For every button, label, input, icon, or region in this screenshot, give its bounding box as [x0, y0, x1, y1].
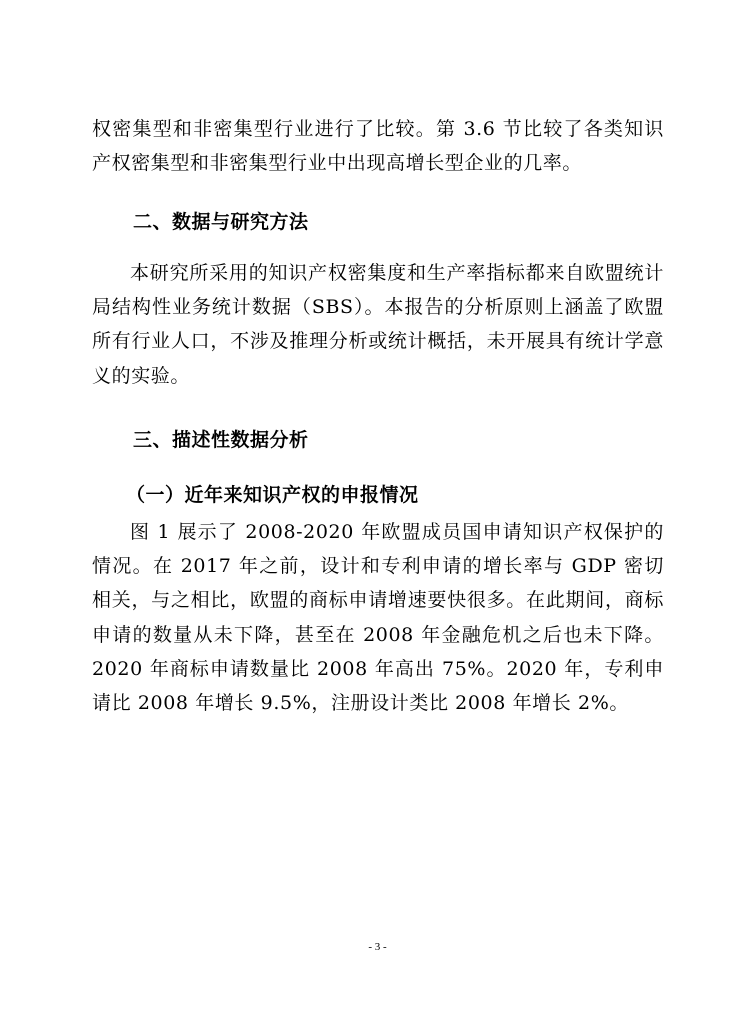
intro-paragraph: 权密集型和非密集型行业进行了比较。第 3.6 节比较了各类知识产权密集型和非密集型行业中出现高增长型企业的几率。: [92, 118, 664, 175]
subsection-1-heading: （一）近年来知识产权的申报情况: [126, 484, 419, 506]
page-number: - 3 -: [368, 941, 387, 953]
section-2-heading: 二、数据与研究方法: [133, 211, 309, 233]
data-method-paragraph: 本研究所采用的知识产权密集度和生产率指标都来自欧盟统计局结构性业务统计数据（SBS）。本报告的分析原则上涵盖了欧盟所有行业人口，不涉及推理分析或统计概括，未开展具有统计学意义的实验。: [92, 262, 664, 387]
ip-filings-paragraph: 图 1 展示了 2008-2020 年欧盟成员国申请知识产权保护的情况。在 2017 年之前，设计和专利申请的增长率与 GDP 密切相关，与之相比，欧盟的商标申请增速要快很多。在此期间，商标申请的数量从未下降，甚至在 2008 年金融危机之后也未下降。2020 年商标申请数量比 2008 年高出 75%。2020 年，专利申请比 2008 年增长 9.5%，注册设计类比 2008 年增长 2%。: [92, 521, 664, 715]
section-3-heading: 三、描述性数据分析: [133, 429, 309, 451]
